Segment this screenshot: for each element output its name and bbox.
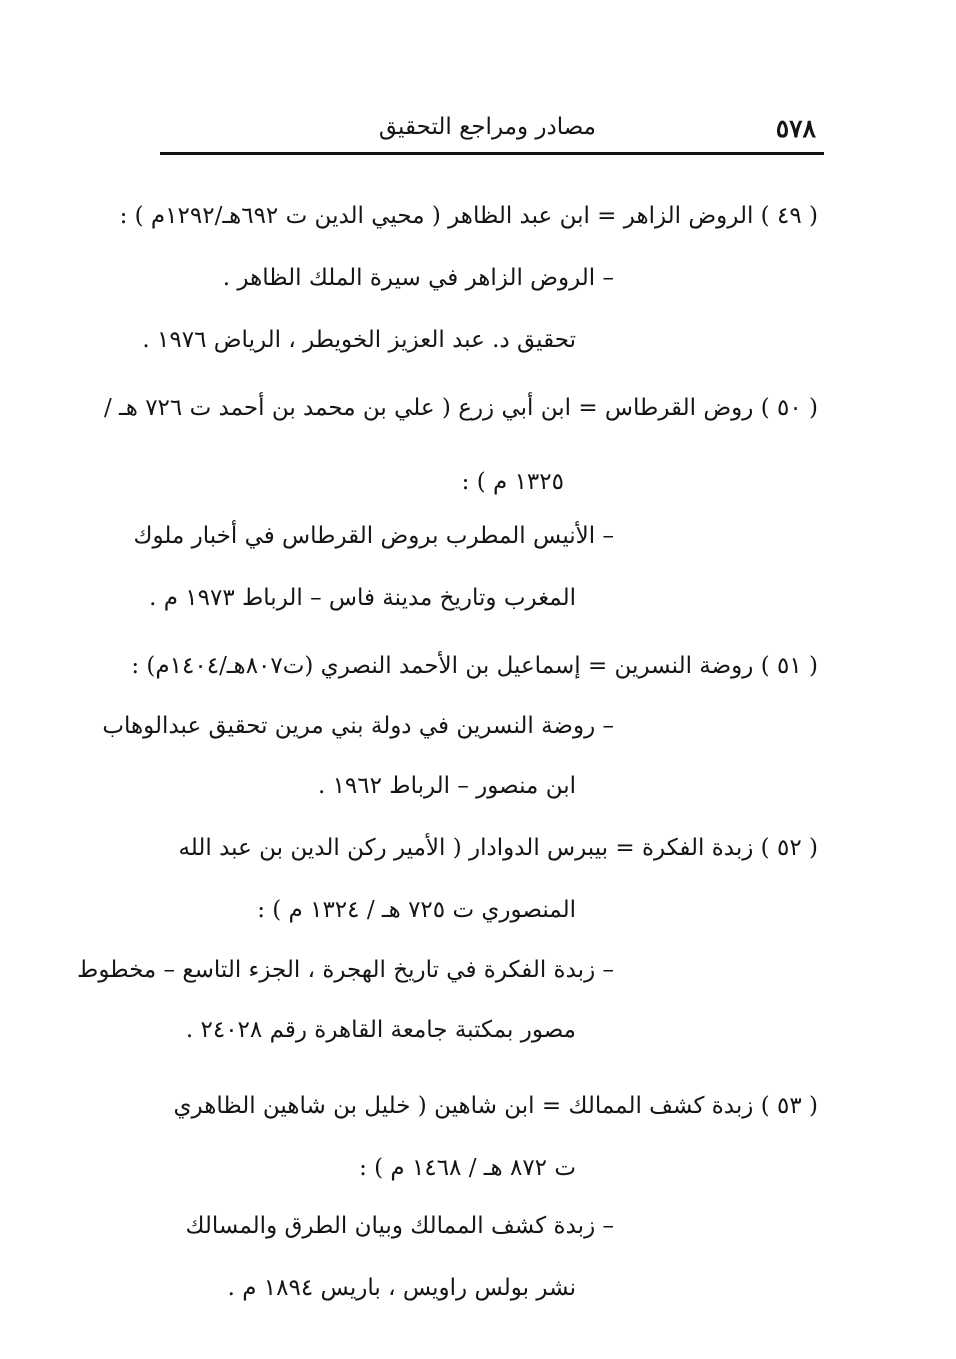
entry-49-edition: تحقيق د. عبد العزيز الخويطر ، الرياض ١٩٧٦ . — [142, 327, 576, 353]
page-number: ٥٧٨ — [775, 114, 816, 143]
entry-53-edition: نشر بولس راويس ، باريس ١٨٩٤ م . — [227, 1275, 576, 1301]
running-title: مصادر ومراجع التحقيق — [378, 114, 596, 140]
entry-52-edition: مصور بمكتبة جامعة القاهرة رقم ٢٤٠٢٨ . — [185, 1017, 576, 1043]
header-rule — [160, 152, 824, 155]
entry-50-title: – الأنيس المطرب بروض القرطاس في أخبار ملوك — [133, 523, 614, 549]
entry-53-title: – زبدة كشف الممالك وبيان الطرق والمسالك — [185, 1213, 614, 1239]
entry-52-title: – زبدة الفكرة في تاريخ الهجرة ، الجزء التاسع – مخطوط — [77, 957, 614, 983]
entry-52-heading-cont: المنصوري ت ٧٢٥ هـ / ١٣٢٤ م ) : — [257, 897, 576, 923]
entry-50-heading: ( ٥٠ ) روض القرطاس = ابن أبي زرع ( علي بن محمد بن أحمد ت ٧٢٦ هـ / — [103, 395, 818, 421]
entry-51-edition: ابن منصور – الرباط ١٩٦٢ . — [317, 773, 576, 799]
entry-50-heading-cont: ١٣٢٥ م ) : — [461, 469, 564, 495]
entry-51-title: – روضة النسرين في دولة بني مرين تحقيق عبدالوهاب — [102, 713, 614, 739]
entry-51-heading: ( ٥١ ) روضة النسرين = إسماعيل بن الأحمد النصري (ت٨٠٧هـ/١٤٠٤م) : — [131, 653, 818, 679]
entry-49-title: – الروض الزاهر في سيرة الملك الظاهر . — [222, 265, 614, 291]
entry-53-heading-cont: ت ٨٧٢ هـ / ١٤٦٨ م ) : — [359, 1155, 576, 1181]
page-header — [160, 108, 824, 152]
entry-52-heading: ( ٥٢ ) زبدة الفكرة = بيبرس الدوادار ( الأمير ركن الدين بن عبد الله — [178, 835, 818, 861]
entry-50-edition: المغرب وتاريخ مدينة فاس – الرباط ١٩٧٣ م . — [149, 585, 576, 611]
entry-53-heading: ( ٥٣ ) زبدة كشف الممالك = ابن شاهين ( خليل بن شاهين الظاهري — [173, 1093, 818, 1119]
entry-49-heading: ( ٤٩ ) الروض الزاهر = ابن عبد الظاهر ( محيي الدين ت ٦٩٢هـ/١٢٩٢م ) : — [119, 203, 818, 229]
